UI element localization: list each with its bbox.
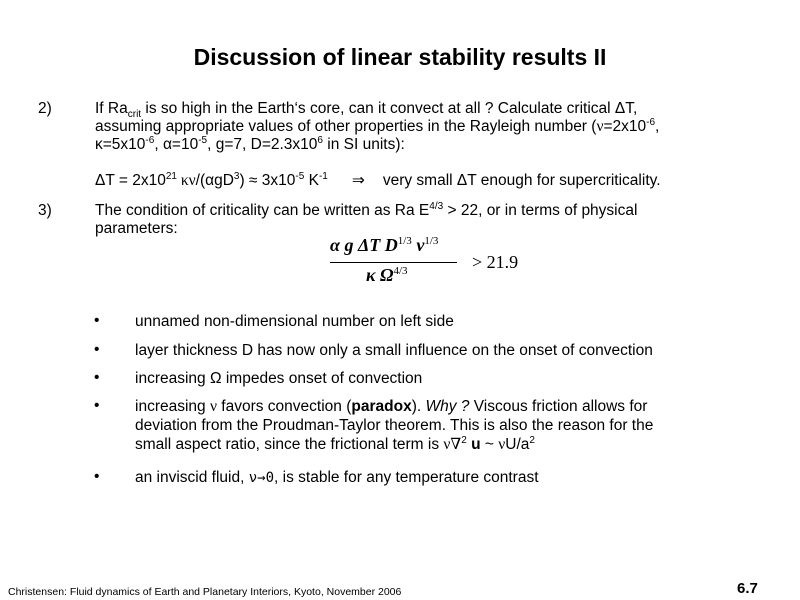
- bullet-3: increasing Ω impedes onset of convection: [135, 370, 423, 387]
- bullet-icon: •: [94, 397, 100, 414]
- formula-numerator: α g ΔT $D^{1/3}$ $\nu^{1/3}$: [330, 235, 439, 255]
- bullet-4-line-1: increasing ν favors convection (paradox). Why ? Viscous friction allows for: [135, 398, 648, 415]
- bullet-4-line-3: small aspect ratio, since the frictional term is ν∇$^2$ u ~ $\nu U/a^2$: [135, 434, 535, 453]
- page-number: 6.7: [737, 580, 758, 597]
- item-2-question: [95, 100, 659, 154]
- footer-citation: Christensen: Fluid dynamics of Earth and Planetary Interiors, Kyoto, November 2006: [8, 586, 402, 598]
- bullet-5: an inviscid fluid, ν→0, is stable for any temperature contrast: [135, 469, 539, 486]
- bullet-icon: •: [94, 468, 100, 485]
- formula-denominator: κ $\Omega^{4/3}$: [366, 265, 408, 285]
- bullet-4: [135, 397, 653, 454]
- bullet-2: layer thickness D has now only a small influence on the onset of convection: [135, 342, 653, 359]
- item-2-line-1: If $Ra_{crit}$ is so high in the Earth‘s core, can it convect at all ? Calculate critical ΔT,: [95, 100, 638, 121]
- item-3-number: 3): [38, 202, 52, 219]
- item-3-line-1: The condition of criticality can be written as Ra $E^{4/3} > 22$, or in terms of physical: [95, 200, 638, 219]
- bullet-icon: •: [94, 312, 100, 329]
- item-2-line-3: $\kappa=5x10^{-6}$, $\alpha=10^{-5}$, g=7, $D=2.3x10^6$ in SI units):: [95, 134, 405, 153]
- bullet-icon: •: [94, 369, 100, 386]
- slide-title: Discussion of linear stability results II: [193, 44, 607, 70]
- item-2-number: 2): [38, 100, 52, 117]
- criticality-formula: [330, 235, 570, 290]
- implies-arrow-icon: ⇒: [351, 172, 365, 189]
- item-3-text: [95, 202, 637, 238]
- item-2-line-2: assuming appropriate values of other properties in the Rayleigh number ($\nu=2x10^{-6}$,: [95, 116, 660, 135]
- item-3-line-2: parameters:: [95, 220, 178, 237]
- bullet-icon: •: [94, 341, 100, 358]
- item-2-answer: $\Delta T = 2x10^{21}$ $\kappa\nu/(\alpha gD^3) \approx 3x10^{-5}$ $K^{-1}$ ⇒ very small ΔT enough for supercriticality.: [95, 170, 661, 189]
- bullet-1: unnamed non-dimensional number on left side: [135, 313, 454, 330]
- bullet-4-line-2: deviation from the Proudman-Taylor theorem. This is also the reason for the: [135, 417, 654, 434]
- formula-rhs: > 21.9: [472, 252, 519, 272]
- fraction-line: [330, 262, 457, 263]
